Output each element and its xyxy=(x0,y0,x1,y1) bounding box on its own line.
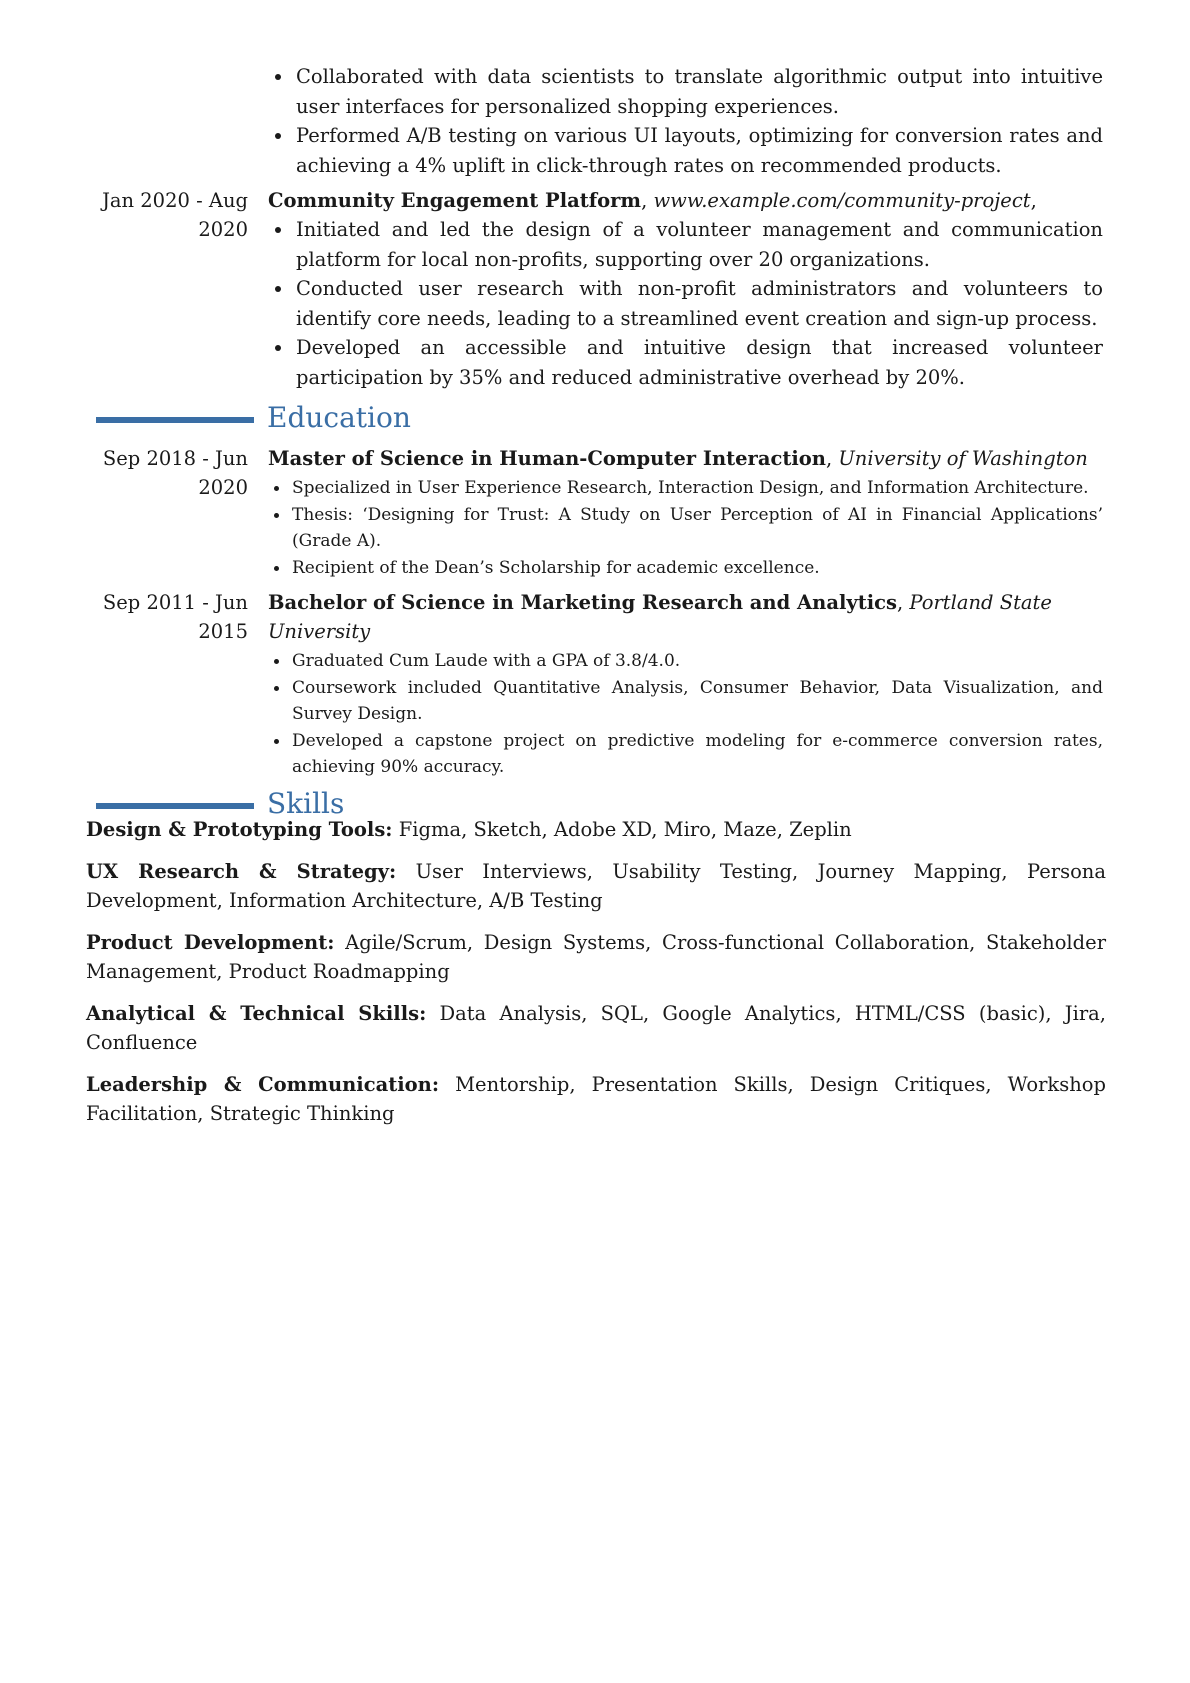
bullet-item: Coursework included Quantitative Analysis, Consumer Behavior, Data Visualization, and Survey Design. xyxy=(268,675,1103,728)
bullet-item: Graduated Cum Laude with a GPA of 3.8/4.0. xyxy=(268,648,1103,675)
bullet-item: Initiated and led the design of a volunteer management and communication platform for local non-profits, supporting over 20 organizations. xyxy=(268,215,1103,274)
bullet-item: Collaborated with data scientists to translate algorithmic output into intuitive user interfaces for personalized shopping experiences. xyxy=(268,62,1103,121)
entry-body xyxy=(268,444,1103,581)
skill-items: User Interviews, Usability Testing, Journey Mapping, Persona Development, Information Architecture, A/B Testing xyxy=(86,859,1106,912)
section-rule xyxy=(96,803,254,809)
education-bullets xyxy=(268,648,1103,781)
institution: University of Washington xyxy=(838,447,1088,470)
skill-category: Analytical & Technical Skills: xyxy=(86,1001,427,1025)
skill-row xyxy=(86,815,1106,845)
entry-headline xyxy=(268,186,1103,215)
entry-date: Sep 2011 - Jun 2015 xyxy=(102,591,248,643)
bullet-item: Developed a capstone project on predictive modeling for e-commerce conversion rates, achieving 90% accuracy. xyxy=(268,728,1103,781)
previous-project-bullets xyxy=(268,62,1103,180)
skill-row xyxy=(86,1070,1106,1129)
bullet-item: Specialized in User Experience Research, Interaction Design, and Information Architecture. xyxy=(268,475,1103,502)
education-bullets xyxy=(268,475,1103,581)
entry-body xyxy=(268,588,1103,781)
separator: , xyxy=(896,591,910,614)
skill-items: Data Analysis, SQL, Google Analytics, HTML/CSS (basic), Jira, Confluence xyxy=(86,1001,1106,1054)
skill-items: Agile/Scrum, Design Systems, Cross-functional Collaboration, Stakeholder Management, Product Roadmapping xyxy=(86,930,1107,983)
skill-category: UX Research & Strategy: xyxy=(86,859,397,883)
separator: , xyxy=(641,189,654,212)
skill-category: Product Development: xyxy=(86,930,335,954)
skills-list xyxy=(86,815,1106,1141)
section-rule xyxy=(96,417,254,423)
entry-body xyxy=(268,186,1103,392)
project-title: Community Engagement Platform xyxy=(268,189,642,212)
skill-row xyxy=(86,928,1106,987)
skill-row xyxy=(86,999,1106,1058)
institution: Portland State University xyxy=(268,591,1052,643)
bullet-item: Developed an accessible and intuitive design that increased volunteer participation by 35% and reduced administrative overhead by 20%. xyxy=(268,333,1103,392)
section-heading-education xyxy=(0,400,1190,440)
skill-category: Leadership & Communication: xyxy=(86,1072,440,1096)
skill-row xyxy=(86,857,1106,916)
section-title: Education xyxy=(267,401,411,434)
degree-title: Master of Science in Human-Computer Interaction xyxy=(268,447,826,470)
bullet-item: Conducted user research with non-profit administrators and volunteers to identify core needs, leading to a streamlined event creation and sign-up process. xyxy=(268,274,1103,333)
project-bullets xyxy=(268,215,1103,392)
entry-headline xyxy=(268,444,1103,473)
entry-headline xyxy=(268,588,1103,646)
separator: , xyxy=(825,447,839,470)
project-link[interactable]: www.example.com/community-project xyxy=(653,189,1031,212)
bullet-item: Thesis: ‘Designing for Trust: A Study on User Perception of AI in Financial Applications’ (Grade A). xyxy=(268,502,1103,555)
skill-items: Figma, Sketch, Adobe XD, Miro, Maze, Zeplin xyxy=(392,818,852,841)
degree-title: Bachelor of Science in Marketing Research and Analytics xyxy=(268,591,897,614)
skill-items: Mentorship, Presentation Skills, Design Critiques, Workshop Facilitation, Strategic Thinking xyxy=(86,1072,1106,1125)
separator: , xyxy=(1030,189,1037,212)
section-title: Skills xyxy=(267,787,345,820)
entry-date: Sep 2018 - Jun 2020 xyxy=(102,447,248,499)
bullet-item: Recipient of the Dean’s Scholarship for academic excellence. xyxy=(268,555,1103,582)
bullet-item: Performed A/B testing on various UI layouts, optimizing for conversion rates and achieving a 4% uplift in click-through rates on recommended products. xyxy=(268,121,1103,180)
skill-category: Design & Prototyping Tools: xyxy=(86,818,393,841)
entry-date: Jan 2020 - Aug 2020 xyxy=(102,189,248,241)
